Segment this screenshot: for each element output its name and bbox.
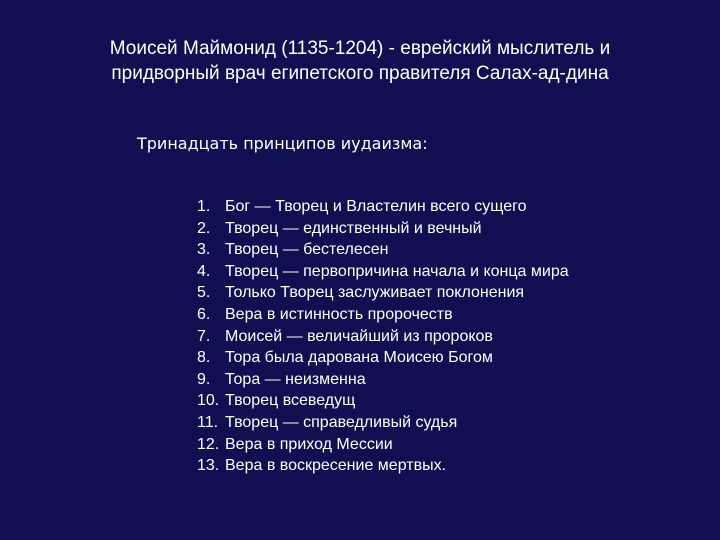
principle-text: Тора была дарована Моисею Богом bbox=[225, 349, 493, 367]
principle-text: Вера в приход Мессии bbox=[225, 435, 393, 453]
principle-text: Моисей — величайший из пророков bbox=[225, 327, 493, 345]
principle-item bbox=[197, 282, 569, 304]
principle-item bbox=[197, 369, 569, 391]
principle-text: Только Творец заслуживает поклонения bbox=[225, 284, 525, 302]
principles-list bbox=[197, 196, 569, 477]
principle-number: 6. bbox=[197, 305, 211, 323]
principle-text: Бог — Творец и Властелин всего сущего bbox=[225, 198, 527, 215]
principle-text: Творец — единственный и вечный bbox=[225, 219, 482, 237]
principle-text: Вера в истинность пророчеств bbox=[225, 305, 453, 323]
principle-item bbox=[197, 390, 569, 412]
principle-number: 3. bbox=[197, 241, 211, 259]
principle-item bbox=[197, 412, 569, 434]
principle-item bbox=[197, 347, 569, 369]
principle-number: 10. bbox=[197, 392, 220, 410]
principle-item bbox=[197, 434, 569, 456]
principle-number: 7. bbox=[197, 327, 211, 345]
principle-number: 2. bbox=[197, 219, 211, 237]
principle-text: Творец — первопричина начала и конца мира bbox=[225, 262, 569, 280]
principle-item bbox=[197, 239, 569, 261]
principle-number: 12. bbox=[197, 435, 220, 453]
principle-number: 11. bbox=[197, 413, 219, 431]
principle-item bbox=[197, 218, 569, 240]
principle-text: Творец — справедливый судья bbox=[225, 413, 458, 431]
principle-text: Тора — неизменна bbox=[225, 370, 366, 388]
principle-number: 4. bbox=[197, 262, 211, 280]
principle-item bbox=[197, 326, 569, 348]
principle-text: Вера в воскресение мертвых. bbox=[225, 457, 447, 475]
principle-item bbox=[197, 261, 569, 283]
principle-number: 9. bbox=[197, 370, 211, 388]
principle-item bbox=[197, 196, 569, 218]
principle-number: 5. bbox=[197, 284, 211, 302]
principle-item bbox=[197, 304, 569, 326]
principle-number: 1. bbox=[197, 198, 211, 215]
slide-title bbox=[40, 36, 680, 86]
slide-subtitle: Тринадцать принципов иудаизма: bbox=[137, 134, 428, 153]
principle-text: Творец — бестелесен bbox=[225, 241, 389, 259]
principle-number: 13. bbox=[197, 457, 220, 475]
slide-title-line: Моисей Маймонид (1135-1204) - еврейский мыслитель и bbox=[109, 38, 611, 59]
principle-text: Творец всеведущ bbox=[225, 392, 356, 410]
principle-item bbox=[197, 455, 569, 477]
slide-title-line: придворный врач египетского правителя Салах-ад-дина bbox=[111, 63, 609, 84]
principle-number: 8. bbox=[197, 349, 211, 367]
